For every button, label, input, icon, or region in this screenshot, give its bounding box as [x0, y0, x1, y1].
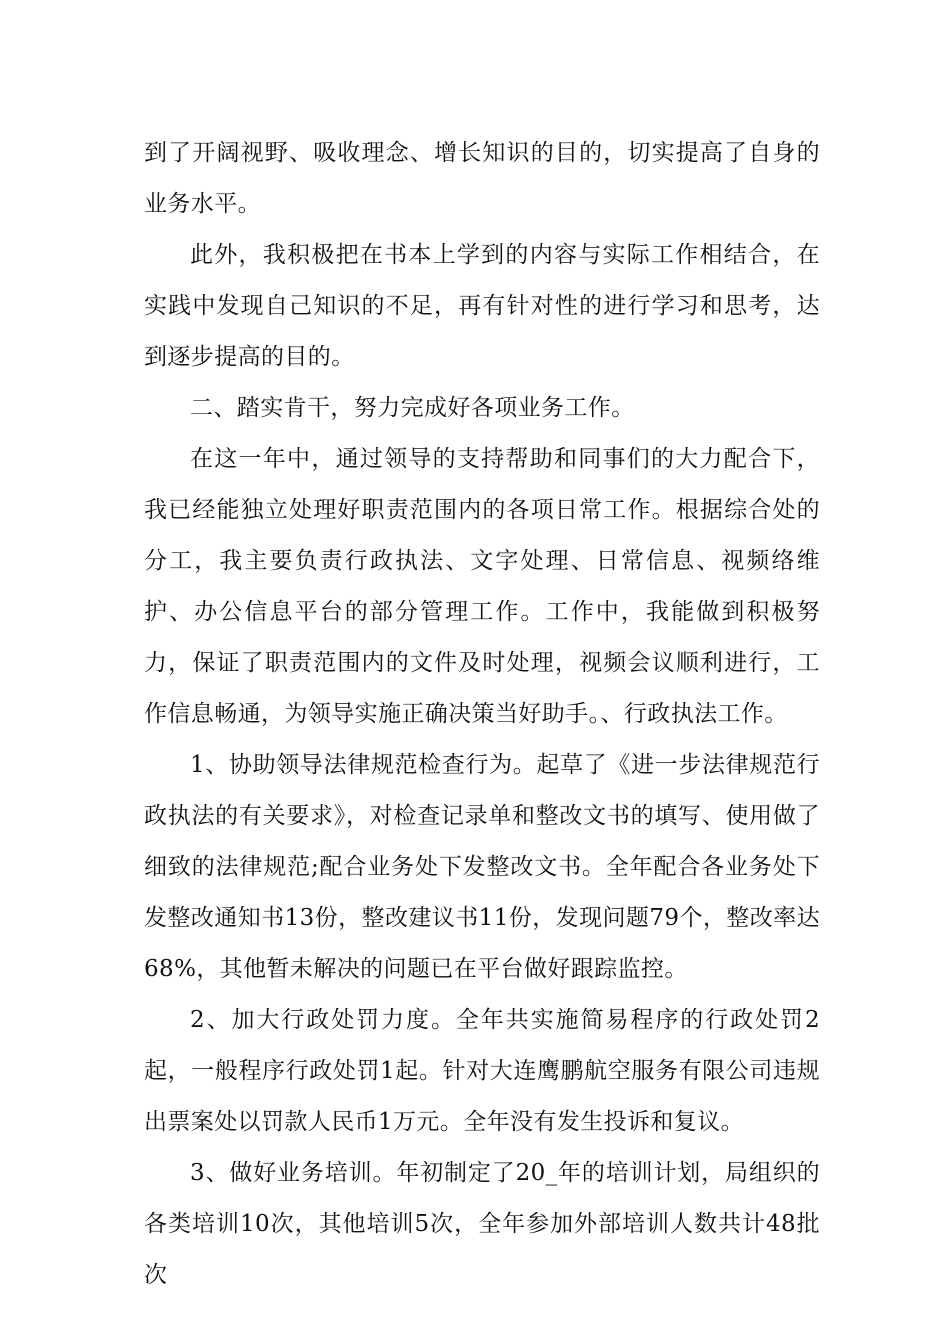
- paragraph-item-2: 2、加大行政处罚力度。全年共实施简易程序的行政处罚2起，一般程序行政处罚1起。针对大连鹰鹏航空服务有限公司违规出票案处以罚款人民币1万元。全年没有发生投诉和复议。: [144, 1007, 820, 1135]
- document-body: [144, 128, 820, 1301]
- paragraph-continuation: 到了开阔视野、吸收理念、增长知识的目的，切实提高了自身的业务水平。: [144, 140, 820, 217]
- paragraph-study-practice: 此外，我积极把在书本上学到的内容与实际工作相结合，在实践中发现自己知识的不足，再有针对性的进行学习和思考，达到逐步提高的目的。: [144, 242, 820, 370]
- paragraph-daily-work: 在这一年中，通过领导的支持帮助和同事们的大力配合下，我已经能独立处理好职责范围内的各项日常工作。根据综合处的分工，我主要负责行政执法、文字处理、日常信息、视频络维护、办公信息平台的部分管理工作。工作中，我能做到积极努力，保证了职责范围内的文件及时处理，视频会议顺利进行，工作信息畅通，为领导实施正确决策当好助手。、行政执法工作。: [144, 446, 820, 727]
- section-heading-two: 二、踏实肯干，努力完成好各项业务工作。: [190, 395, 635, 421]
- paragraph-item-3: 3、做好业务培训。年初制定了20_年的培训计划，局组织的各类培训10次，其他培训5次，全年参加外部培训人数共计48批次: [144, 1160, 820, 1288]
- paragraph-item-1: 1、协助领导法律规范检查行为。起草了《进一步法律规范行政执法的有关要求》，对检查记录单和整改文书的填写、使用做了细致的法律规范;配合业务处下发整改文书。全年配合各业务处下发整改通知书13份，整改建议书11份，发现问题79个，整改率达68%，其他暂未解决的问题已在平台做好跟踪监控。: [144, 752, 820, 982]
